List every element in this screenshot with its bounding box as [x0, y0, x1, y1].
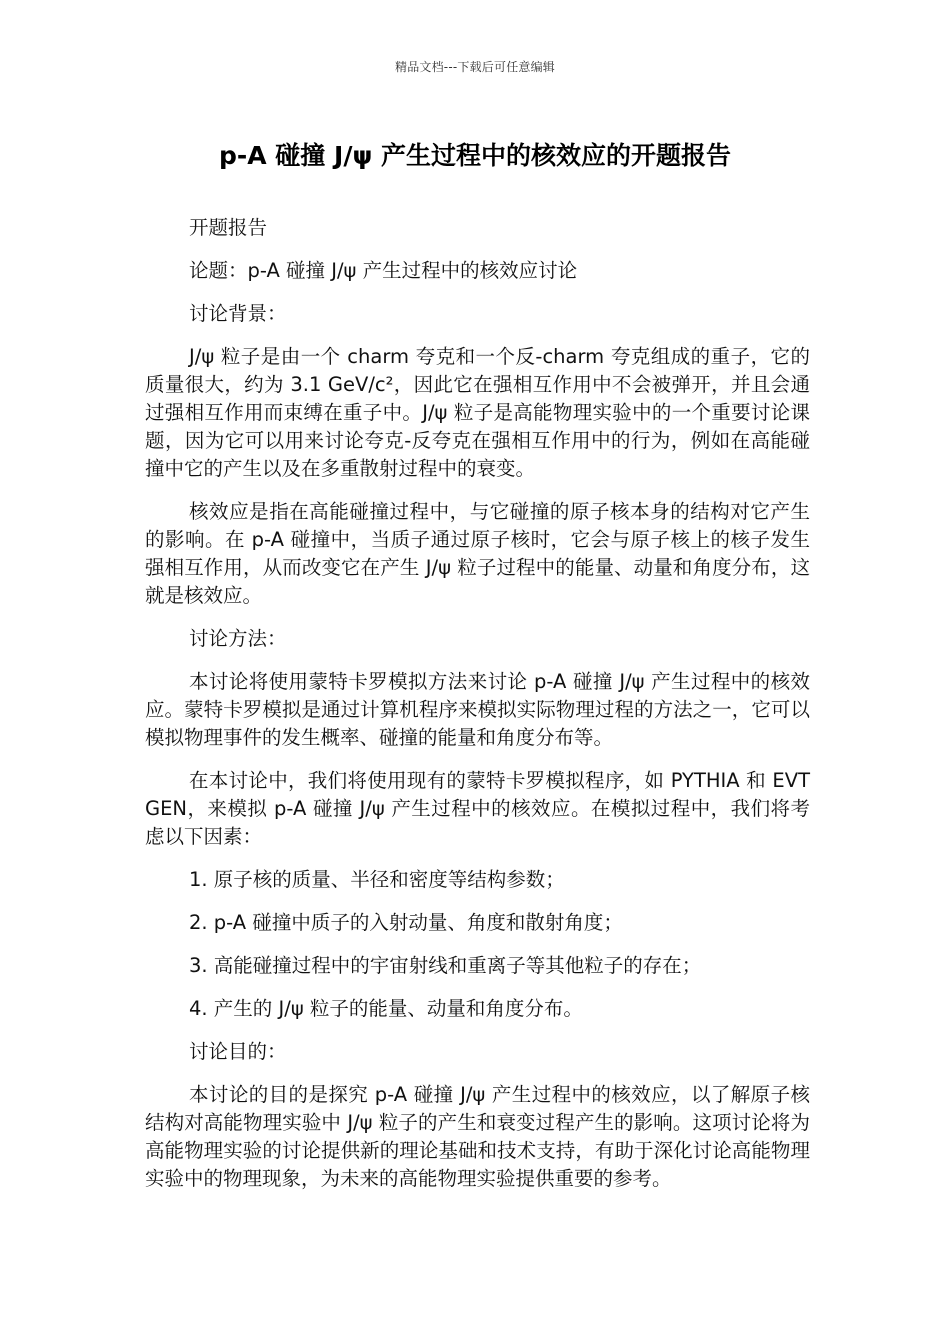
- topic-line: 论题：p-A 碰撞 J/ψ 产生过程中的核效应讨论: [189, 259, 578, 282]
- header-note: 精品文档---下载后可任意编辑: [395, 60, 555, 74]
- list-item-2: 2. p-A 碰撞中质子的入射动量、角度和散射角度；: [189, 911, 623, 934]
- document-body: [145, 214, 810, 1208]
- section-label-report: 开题报告: [189, 216, 268, 239]
- heading-purpose: 讨论目的：: [189, 1040, 287, 1063]
- paragraph-nuclear-effect: 核效应是指在高能碰撞过程中，与它碰撞的原子核本身的结构对它产生的影响。在 p-A 碰撞中，当质子通过原子核时，它会与原子核上的核子发生强相互作用，从而改变它在产生 J/ψ 粒子过程中的能量、动量和角度分布，这就是核效应。: [145, 500, 810, 607]
- heading-method: 讨论方法：: [189, 627, 287, 650]
- heading-background: 讨论背景：: [189, 302, 287, 325]
- paragraph-monte-carlo: 本讨论将使用蒙特卡罗模拟方法来讨论 p-A 碰撞 J/ψ 产生过程中的核效应。蒙特卡罗模拟是通过计算机程序来模拟实际物理过程的方法之一，它可以模拟物理事件的发生概率、碰撞的能量和角度分布等。: [145, 670, 810, 749]
- document-title: p-A 碰撞 J/ψ 产生过程中的核效应的开题报告: [218, 141, 731, 170]
- list-item-1: 1. 原子核的质量、半径和密度等结构参数；: [189, 868, 565, 891]
- list-item-3: 3. 高能碰撞过程中的宇宙射线和重离子等其他粒子的存在；: [189, 954, 702, 977]
- paragraph-purpose: 本讨论的目的是探究 p-A 碰撞 J/ψ 产生过程中的核效应，以了解原子核结构对高能物理实验中 J/ψ 粒子的产生和衰变过程产生的影响。这项讨论将为高能物理实验的讨论提供新的理论基础和技术支持，有助于深化讨论高能物理实验中的物理现象，为未来的高能物理实验提供重要的参考。: [145, 1083, 810, 1190]
- paragraph-simulation-programs: 在本讨论中，我们将使用现有的蒙特卡罗模拟程序，如 PYTHIA 和 EVTGEN，来模拟 p-A 碰撞 J/ψ 产生过程中的核效应。在模拟过程中，我们将考虑以下因素：: [145, 769, 810, 848]
- paragraph-jpsi-particle: J/ψ 粒子是由一个 charm 夸克和一个反-charm 夸克组成的重子，它的质量很大，约为 3.1 GeV/c²，因此它在强相互作用中不会被弹开，并且会通过强相互作用而束缚在重子中。J/ψ 粒子是高能物理实验中的一个重要讨论课题，因为它可以用来讨论夸克-反夸克在强相互作用中的行为，例如在高能碰撞中它的产生以及在多重散射过程中的衰变。: [145, 345, 810, 480]
- list-item-4: 4. 产生的 J/ψ 粒子的能量、动量和角度分布。: [189, 997, 583, 1020]
